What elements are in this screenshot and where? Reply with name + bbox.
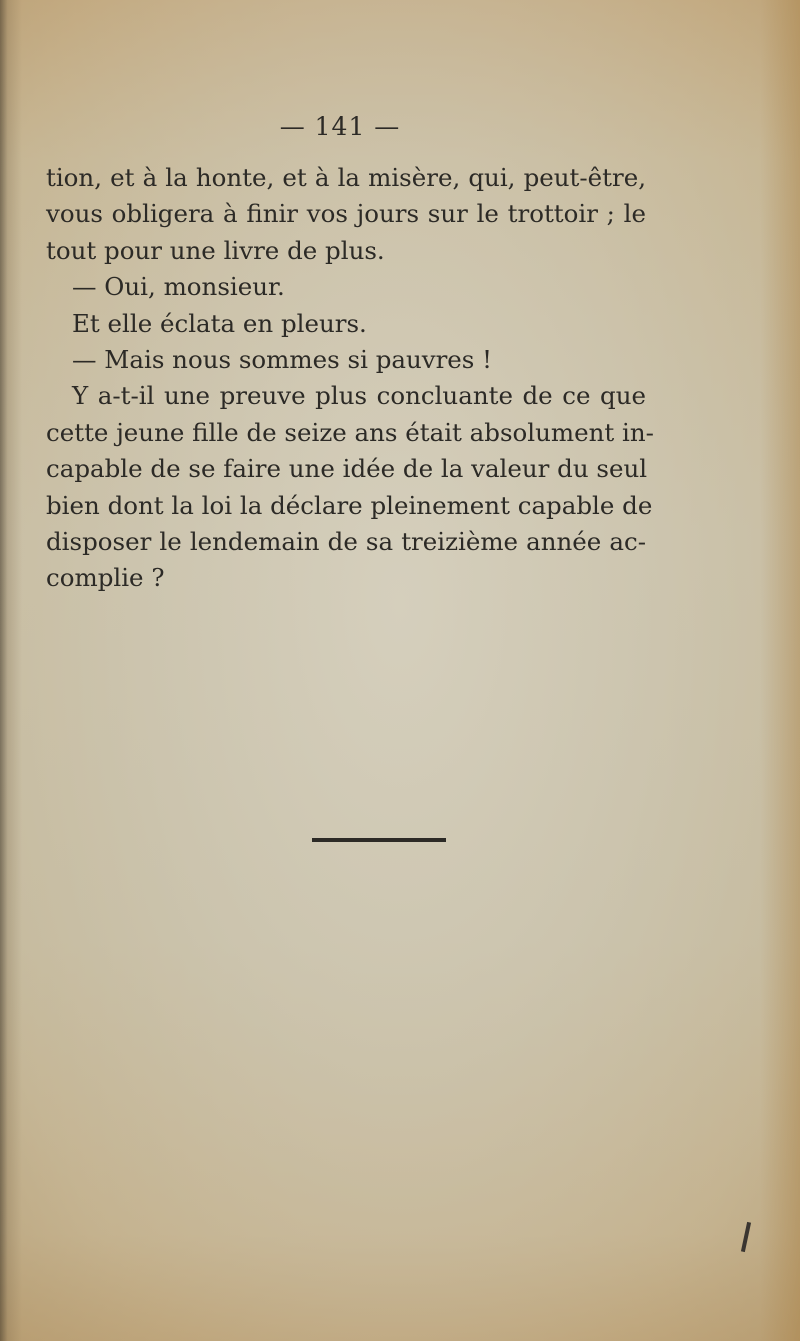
section-divider [312,838,446,842]
text-line: Y a-t-il une preuve plus concluante de ce que [72,381,646,411]
body-text [46,160,654,597]
page-left-edge [0,0,22,1341]
text-line: — Oui, monsieur. [72,272,285,302]
text-line: tout pour une livre de plus. [46,235,385,265]
page-right-edge [760,0,800,1341]
text-line: Et elle éclata en pleurs. [72,308,367,338]
text-line: vous obligera à finir vos jours sur le trottoir ; le [46,199,646,229]
text-line: — Mais nous sommes si pauvres ! [72,344,493,374]
ink-mark [741,1222,751,1252]
text-line: complie ? [46,563,165,593]
text-line: tion, et à la honte, et à la misère, qui, peut-être, [46,163,646,192]
text-line: bien dont la loi la déclare pleinement capable de [46,490,653,520]
text-line: capable de se faire une idée de la valeur du seul [46,454,648,484]
text-line: disposer le lendemain de sa treizième année ac- [46,526,646,556]
page-number: — 141 — [279,112,401,141]
text-line: cette jeune fille de seize ans était absolument in- [46,417,654,447]
